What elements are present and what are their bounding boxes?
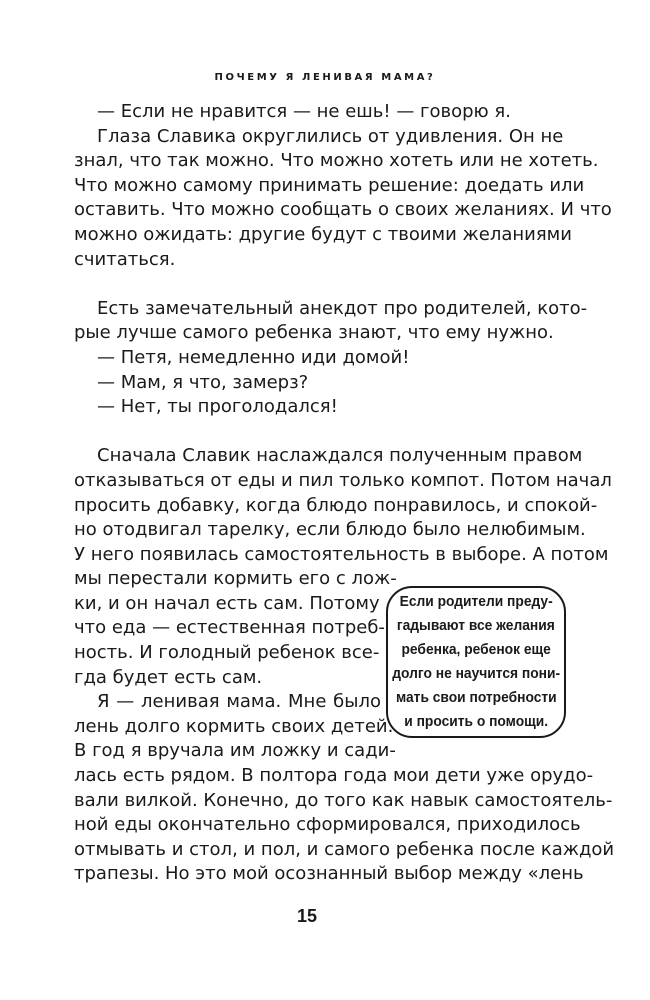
text-line: Я — ленивая мама. Мне было: [97, 691, 381, 713]
text-line: знал, что так можно. Что можно хотеть или не хотеть.: [74, 150, 599, 172]
text-line: ной еды окончательно сформировался, приходилось: [74, 814, 581, 836]
callout-line: долго не научится пони-: [392, 665, 560, 682]
callout-box: [386, 586, 566, 738]
text-line: У него появилась самостоятельность в выборе. А потом: [74, 543, 609, 565]
text-line: считаться.: [74, 248, 176, 270]
text-line: но отодвигал тарелку, если блюдо было нелюбимым.: [74, 519, 586, 541]
text-line: — Петя, немедленно иди домой!: [97, 346, 410, 368]
text-line: ки, и он начал есть сам. Потому: [74, 592, 380, 614]
section-gap: [74, 420, 553, 445]
section-gap: [74, 272, 553, 297]
text-line: можно ожидать: другие будут с твоими желаниями: [74, 223, 572, 245]
text-line: оставить. Что можно сообщать о своих желаниях. И что: [74, 199, 612, 221]
text-line: В год я вручала им ложку и сади-: [74, 740, 396, 762]
callout-line: и просить о помощи.: [404, 713, 548, 730]
callout-line: ребенка, ребенок еще: [401, 641, 551, 658]
text-line: Глаза Славика округлились от удивления. Он не: [97, 125, 564, 147]
callout-line: Если родители преду-: [399, 593, 553, 610]
text-line: лась есть рядом. В полтора года мои дети уже орудо-: [74, 765, 594, 787]
text-line: — Нет, ты проголодался!: [97, 396, 338, 418]
text-line: ность. И голодный ребенок все-: [74, 642, 380, 664]
text-line: Что можно самому принимать решение: доедать или: [74, 174, 585, 196]
text-line: просить добавку, когда блюдо понравилось, и спокой-: [74, 494, 598, 516]
text-line: — Если не нравится — не ешь! — говорю я.: [97, 101, 511, 122]
running-header: ПОЧЕМУ Я ЛЕНИВАЯ МАМА?: [214, 72, 436, 83]
text-line: вали вилкой. Конечно, до того как навык самостоятель-: [74, 789, 613, 811]
text-line: мы перестали кормить его с лож-: [74, 568, 397, 590]
callout-line: гадывают все желания: [397, 617, 555, 634]
text-line: рые лучше самого ребенка знают, что ему нужно.: [74, 322, 554, 344]
page-number: 15: [296, 906, 318, 926]
callout-line: мать свои потребности: [395, 689, 557, 706]
text-line: Сначала Славик наслаждался полученным правом: [97, 445, 583, 467]
text-line: трапезы. Но это мой осознанный выбор между «лень: [74, 863, 584, 885]
text-line: отказываться от еды и пил только компот. Потом начал: [74, 469, 612, 491]
text-line: что еда — естественная потреб-: [74, 617, 385, 639]
text-line: гда будет есть сам.: [74, 666, 263, 688]
text-line: — Мам, я что, замерз?: [97, 371, 309, 393]
text-line: отмывать и стол, и пол, и самого ребенка после каждой: [74, 838, 615, 860]
text-line: лень долго кормить своих детей.: [74, 715, 394, 737]
body-text: [74, 100, 615, 887]
text-line: Есть замечательный анекдот про родителей, кото-: [97, 297, 588, 319]
